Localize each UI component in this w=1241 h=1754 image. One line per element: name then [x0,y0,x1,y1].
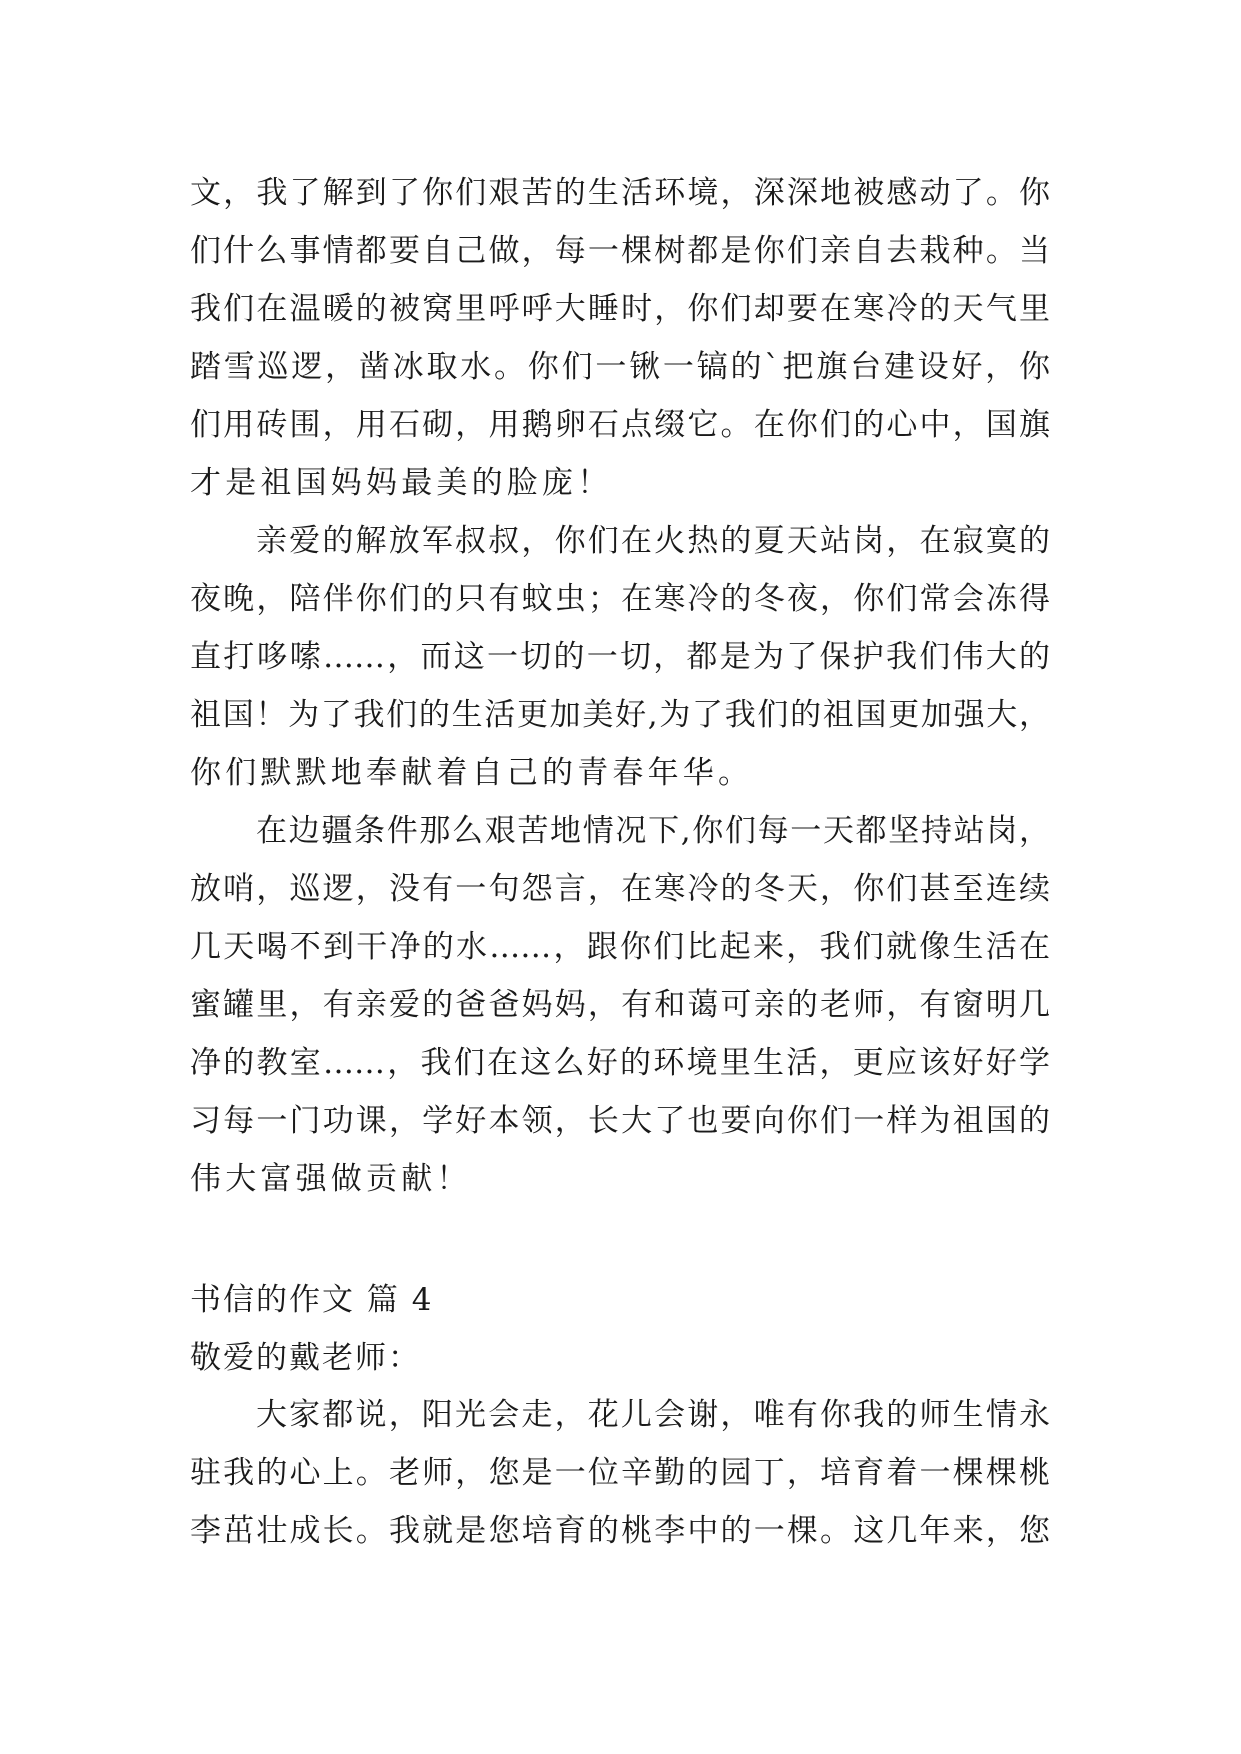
text-line: 文，我了解到了你们艰苦的生活环境，深深地被感动了。你 [190,175,1050,211]
text-line: 们什么事情都要自己做，每一棵树都是你们亲自去栽种。当 [190,233,1050,269]
text-line: 蜜罐里，有亲爱的爸爸妈妈，有和蔼可亲的老师，有窗明几 [190,987,1050,1023]
text-line: 直打哆嗦……，而这一切的一切，都是为了保护我们伟大的 [190,639,1050,675]
text-line: 放哨，巡逻，没有一句怨言，在寒冷的冬天，你们甚至连续 [190,871,1050,907]
text-line: 我们在温暖的被窝里呼呼大睡时，你们却要在寒冷的天气里 [190,291,1050,327]
text-line: 你们默默地奉献着自己的青春年华。 [190,755,754,791]
text-line: 净的教室……，我们在这么好的环境里生活，更应该好好学 [190,1045,1050,1081]
text-line: 踏雪巡逻，凿冰取水。你们一锹一镐的`把旗台建设好，你 [190,349,1050,385]
text-line: 亲爱的解放军叔叔，你们在火热的夏天站岗，在寂寞的 [256,523,1050,559]
text-line: 驻我的心上。老师，您是一位辛勤的园丁，培育着一棵棵桃 [190,1455,1050,1491]
section-title: 书信的作文 篇 4 [190,1282,434,1318]
text-line: 在边疆条件那么艰苦地情况下,你们每一天都坚持站岗， [256,813,1050,849]
text-line: 李茁壮成长。我就是您培育的桃李中的一棵。这几年来，您 [190,1513,1050,1549]
text-line: 夜晚，陪伴你们的只有蚊虫；在寒冷的冬夜，你们常会冻得 [190,581,1050,617]
letter-salutation: 敬爱的戴老师： [190,1340,421,1376]
text-line: 大家都说，阳光会走，花儿会谢，唯有你我的师生情永 [256,1397,1050,1433]
text-line: 习每一门功课，学好本领，长大了也要向你们一样为祖国的 [190,1103,1050,1139]
text-line: 才是祖国妈妈最美的脸庞！ [190,465,613,501]
text-line: 伟大富强做贡献！ [190,1161,472,1197]
text-line: 几天喝不到干净的水……，跟你们比起来，我们就像生活在 [190,929,1050,965]
text-line: 们用砖围，用石砌，用鹅卵石点缀它。在你们的心中，国旗 [190,407,1050,443]
text-line: 祖国！为了我们的生活更加美好,为了我们的祖国更加强大， [190,697,1050,733]
